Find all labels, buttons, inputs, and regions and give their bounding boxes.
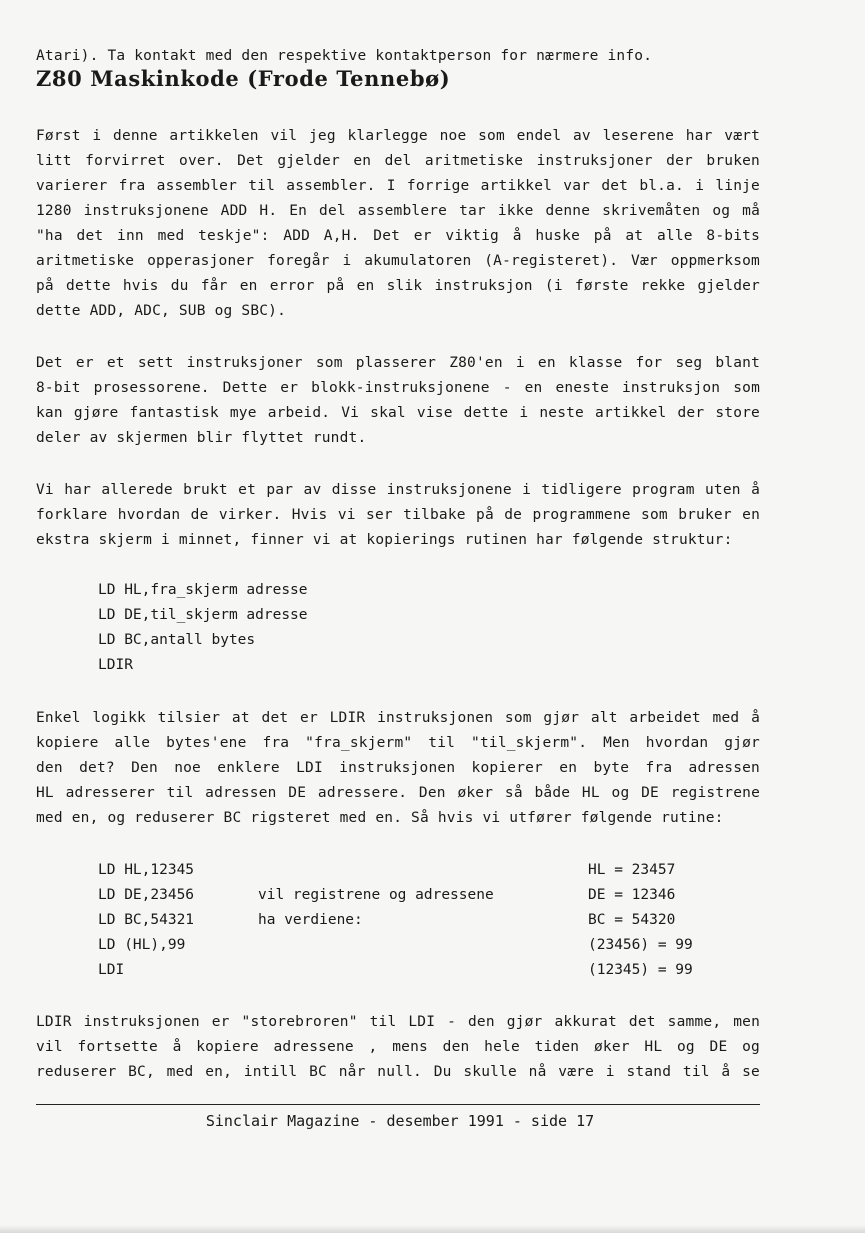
register-result: (23456) = 99 <box>588 937 693 953</box>
footer-divider <box>36 1104 760 1105</box>
paragraph-1-line: på dette hvis du får en error på en slik instruksjon (i første rekke gjelder <box>36 278 760 294</box>
paragraph-2-line: deler av skjermen blir flyttet rundt. <box>36 430 367 446</box>
page-footer: Sinclair Magazine - desember 1991 - side 17 <box>205 1112 595 1130</box>
code-line: LD HL,fra_skjerm adresse <box>98 582 308 598</box>
code-line: LD DE,23456 <box>98 887 195 903</box>
code-line: LD BC,54321 <box>98 912 195 928</box>
code-line: LD HL,12345 <box>98 862 195 878</box>
code-line: LD DE,til_skjerm adresse <box>98 607 308 623</box>
paragraph-2-line: 8-bit prosessorene. Dette er blokk-instruksjonene - en eneste instruksjon som <box>36 380 760 396</box>
paragraph-4-line: HL adresserer til adressen DE adressere. Den øker så både HL og DE registrene <box>36 785 760 801</box>
paragraph-1-line: Først i denne artikkelen vil jeg klarlegge noe som endel av leserene har vært <box>36 128 760 144</box>
intro-line: Atari). Ta kontakt med den respektive kontaktperson for nærmere info. <box>36 48 653 64</box>
paragraph-4-line: Enkel logikk tilsier at det er LDIR instruksjonen som gjør alt arbeidet med å <box>36 710 760 726</box>
register-result: DE = 12346 <box>588 887 676 903</box>
code-line: LDI <box>98 962 125 978</box>
code-explanation: ha verdiene: <box>258 912 363 928</box>
paragraph-4-line: den det? Den noe enklere LDI instruksjonen kopierer en byte fra adressen <box>36 760 760 776</box>
paragraph-4-line: med en, og reduserer BC rigsteret med en. Så hvis vi utfører følgende rutine: <box>36 810 724 826</box>
paragraph-1-line: 1280 instruksjonene ADD H. En del assemblere tar ikke denne skrivemåten og må <box>36 203 760 219</box>
register-result: HL = 23457 <box>588 862 676 878</box>
paragraph-5-line: vil fortsette å kopiere adressene , mens den hele tiden øker HL og DE og <box>36 1039 760 1055</box>
article-title: Z80 Maskinkode (Frode Tennebø) <box>36 66 451 91</box>
paragraph-3-line: forklare hvordan de virker. Hvis vi ser tilbake på de programmene som bruker en <box>36 507 760 523</box>
code-explanation: vil registrene og adressene <box>258 887 494 903</box>
paragraph-1-line: "ha det inn med teskje": ADD A,H. Det er viktig å huske på at alle 8-bits <box>36 228 760 244</box>
code-line: LDIR <box>98 657 133 673</box>
register-result: (12345) = 99 <box>588 962 693 978</box>
paragraph-1-line: aritmetiske opperasjoner foregår i akumulatoren (A-registeret). Vær oppmerksom <box>36 253 760 269</box>
paragraph-1-line: litt forvirret over. Det gjelder en del aritmetiske instruksjoner der bruken <box>36 153 760 169</box>
paragraph-3-line: ekstra skjerm i minnet, finner vi at kopierings rutinen har følgende struktur: <box>36 532 733 548</box>
paragraph-5-line: LDIR instruksjonen er "storebroren" til LDI - den gjør akkurat det samme, men <box>36 1014 760 1030</box>
code-line: LD BC,antall bytes <box>98 632 256 648</box>
scan-edge-shadow <box>0 1225 865 1233</box>
paragraph-2-line: kan gjøre fantastisk mye arbeid. Vi skal vise dette i neste artikkel der store <box>36 405 760 421</box>
paragraph-1-line: varierer fra assembler til assembler. I forrige artikkel var det bl.a. i linje <box>36 178 760 194</box>
paragraph-2-line: Det er et sett instruksjoner som plasserer Z80'en i en klasse for seg blant <box>36 355 760 371</box>
register-result: BC = 54320 <box>588 912 676 928</box>
paragraph-3-line: Vi har allerede brukt et par av disse instruksjonene i tidligere program uten å <box>36 482 760 498</box>
paragraph-4-line: kopiere alle bytes'ene fra "fra_skjerm" til "til_skjerm". Men hvordan gjør <box>36 735 760 751</box>
paragraph-5-line: reduserer BC, med en, intill BC når null. Du skulle nå være i stand til å se <box>36 1064 760 1080</box>
paragraph-1-line: dette ADD, ADC, SUB og SBC). <box>36 303 287 319</box>
code-line: LD (HL),99 <box>98 937 186 953</box>
